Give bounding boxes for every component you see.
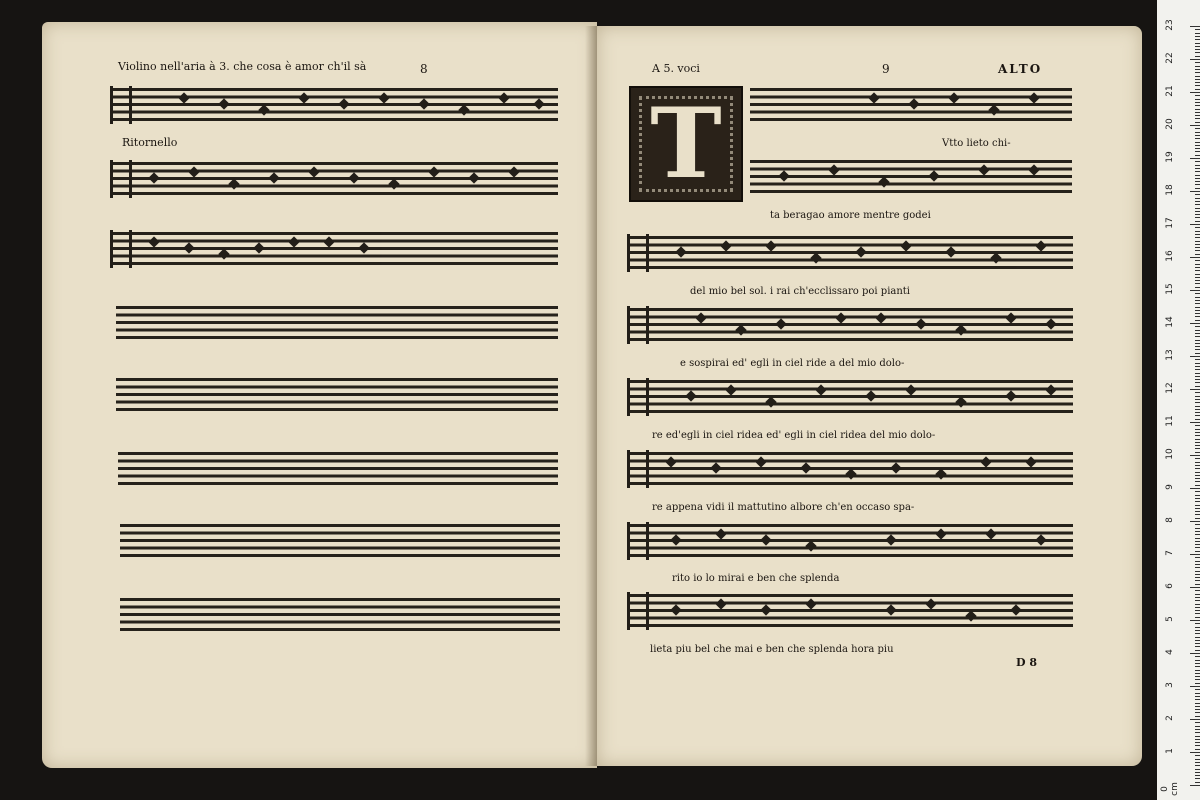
ruler-minor-tick	[1195, 349, 1200, 350]
ruler-label: 23	[1165, 19, 1175, 31]
ruler-major-tick	[1190, 356, 1200, 357]
ruler-minor-tick	[1195, 194, 1200, 195]
ruler-minor-tick	[1195, 478, 1200, 479]
ruler-minor-tick	[1195, 501, 1200, 502]
ruler-major-tick	[1190, 158, 1200, 159]
right-staff-1	[750, 88, 1072, 122]
ruler-minor-tick	[1195, 574, 1200, 575]
ruler-minor-tick	[1195, 267, 1200, 268]
ruler-minor-tick	[1195, 600, 1200, 601]
ruler-minor-tick	[1195, 29, 1200, 30]
ruler-minor-tick	[1195, 82, 1200, 83]
ruler-minor-tick	[1195, 72, 1200, 73]
clef-icon	[110, 230, 132, 268]
lyric-line-8: lieta piu bel che mai e ben che splenda hora piu	[650, 644, 894, 655]
ruler-minor-tick	[1195, 485, 1200, 486]
ruler-minor-tick	[1195, 630, 1200, 631]
ruler-minor-tick	[1195, 660, 1200, 661]
ruler-label: 1	[1165, 748, 1175, 754]
ruler-minor-tick	[1195, 105, 1200, 106]
ruler-minor-tick	[1195, 709, 1200, 710]
ruler-minor-tick	[1195, 557, 1200, 558]
ruler-minor-tick	[1195, 168, 1200, 169]
ruler-minor-tick	[1195, 234, 1200, 235]
ruler-minor-tick	[1195, 716, 1200, 717]
ruler-minor-tick	[1195, 676, 1200, 677]
ruler-minor-tick	[1195, 79, 1200, 80]
decorated-initial	[629, 86, 743, 202]
lyric-line-6: re appena vidi il mattutino albore ch'en occaso spa-	[652, 502, 915, 513]
ruler-minor-tick	[1195, 287, 1200, 288]
ruler-minor-tick	[1195, 369, 1200, 370]
ruler-minor-tick	[1195, 670, 1200, 671]
ruler-minor-tick	[1195, 528, 1200, 529]
ruler-minor-tick	[1195, 491, 1200, 492]
part-name: ALTO	[998, 62, 1043, 76]
ruler-major-tick	[1190, 26, 1200, 27]
left-staff-8	[120, 598, 560, 632]
ruler-minor-tick	[1195, 148, 1200, 149]
ruler-minor-tick	[1195, 43, 1200, 44]
ruler-minor-tick	[1195, 188, 1200, 189]
ruler-label: 2	[1165, 715, 1175, 721]
ruler-minor-tick	[1195, 650, 1200, 651]
ruler-minor-tick	[1195, 458, 1200, 459]
ruler-minor-tick	[1195, 313, 1200, 314]
right-staff-7	[627, 524, 1073, 558]
ruler-minor-tick	[1195, 402, 1200, 403]
ruler-minor-tick	[1195, 211, 1200, 212]
ruler-minor-tick	[1195, 524, 1200, 525]
ruler-minor-tick	[1195, 392, 1200, 393]
ruler-minor-tick	[1195, 712, 1200, 713]
ruler-minor-tick	[1195, 396, 1200, 397]
ruler-minor-tick	[1195, 673, 1200, 674]
ruler-label: 17	[1165, 217, 1175, 229]
ruler-minor-tick	[1195, 495, 1200, 496]
ruler-minor-tick	[1195, 706, 1200, 707]
ruler-label: 14	[1165, 316, 1175, 328]
ruler-minor-tick	[1195, 221, 1200, 222]
lyric-line-7: rito io lo mirai e ben che splenda	[672, 573, 840, 584]
left-staff-2	[110, 162, 558, 196]
ruler-minor-tick	[1195, 597, 1200, 598]
ruler-minor-tick	[1195, 412, 1200, 413]
ruler-minor-tick	[1195, 462, 1200, 463]
ruler-minor-tick	[1195, 122, 1200, 123]
ruler-minor-tick	[1195, 46, 1200, 47]
ruler-minor-tick	[1195, 475, 1200, 476]
ruler-minor-tick	[1195, 419, 1200, 420]
right-page-number: 9	[882, 62, 890, 76]
ruler-label: 7	[1165, 550, 1175, 556]
ruler-minor-tick	[1195, 340, 1200, 341]
ruler-minor-tick	[1195, 52, 1200, 53]
ruler-minor-tick	[1195, 270, 1200, 271]
ruler-minor-tick	[1195, 109, 1200, 110]
ruler-minor-tick	[1195, 739, 1200, 740]
ruler-minor-tick	[1195, 663, 1200, 664]
ruler-minor-tick	[1195, 175, 1200, 176]
ruler-minor-tick	[1195, 409, 1200, 410]
ruler-minor-tick	[1195, 359, 1200, 360]
ruler-minor-tick	[1195, 112, 1200, 113]
ruler-minor-tick	[1195, 567, 1200, 568]
ruler-major-tick	[1190, 422, 1200, 423]
ruler-minor-tick	[1195, 452, 1200, 453]
ruler-minor-tick	[1195, 89, 1200, 90]
ruler-minor-tick	[1195, 217, 1200, 218]
ruler-minor-tick	[1195, 33, 1200, 34]
ruler-minor-tick	[1195, 382, 1200, 383]
ruler-minor-tick	[1195, 534, 1200, 535]
ruler-minor-tick	[1195, 326, 1200, 327]
clef-icon	[627, 450, 649, 488]
ruler-minor-tick	[1195, 498, 1200, 499]
ruler-minor-tick	[1195, 699, 1200, 700]
ruler-minor-tick	[1195, 541, 1200, 542]
ruler-minor-tick	[1195, 99, 1200, 100]
ruler-minor-tick	[1195, 165, 1200, 166]
ruler-minor-tick	[1195, 604, 1200, 605]
ruler-minor-tick	[1195, 118, 1200, 119]
ruler-major-tick	[1190, 59, 1200, 60]
ruler-label: 4	[1165, 649, 1175, 655]
ruler-label: 13	[1165, 349, 1175, 361]
ruler-minor-tick	[1195, 346, 1200, 347]
ruler-minor-tick	[1195, 547, 1200, 548]
ruler-minor-tick	[1195, 142, 1200, 143]
ruler-major-tick	[1190, 521, 1200, 522]
ruler-minor-tick	[1195, 366, 1200, 367]
ruler-minor-tick	[1195, 778, 1200, 779]
ruler-minor-tick	[1195, 759, 1200, 760]
lyric-line-2: ta beragao amore mentre godei	[770, 210, 931, 221]
ruler-minor-tick	[1195, 307, 1200, 308]
ruler-label: 6	[1165, 583, 1175, 589]
ruler-minor-tick	[1195, 755, 1200, 756]
ruler-minor-tick	[1195, 765, 1200, 766]
ruler-minor-tick	[1195, 577, 1200, 578]
ruler-minor-tick	[1195, 250, 1200, 251]
ruler-label: 20	[1165, 118, 1175, 130]
ruler-minor-tick	[1195, 683, 1200, 684]
ruler-minor-tick	[1195, 481, 1200, 482]
ruler-minor-tick	[1195, 178, 1200, 179]
ruler-minor-tick	[1195, 283, 1200, 284]
ruler-label: 3	[1165, 682, 1175, 688]
ruler-major-tick	[1190, 752, 1200, 753]
ruler-major-tick	[1190, 719, 1200, 720]
ruler-major-tick	[1190, 785, 1200, 786]
ruler-minor-tick	[1195, 171, 1200, 172]
ruler-major-tick	[1190, 554, 1200, 555]
ruler-minor-tick	[1195, 85, 1200, 86]
right-page-header: A 5. voci	[652, 62, 700, 75]
right-staff-2	[750, 160, 1072, 194]
ruler-minor-tick	[1195, 406, 1200, 407]
ruler-minor-tick	[1195, 432, 1200, 433]
ruler-minor-tick	[1195, 320, 1200, 321]
ruler-minor-tick	[1195, 445, 1200, 446]
ruler-minor-tick	[1195, 613, 1200, 614]
ruler-major-tick	[1190, 323, 1200, 324]
ruler-minor-tick	[1195, 333, 1200, 334]
right-staff-4	[627, 308, 1073, 342]
ruler-label: 9	[1165, 484, 1175, 490]
ruler-minor-tick	[1195, 607, 1200, 608]
ruler-minor-tick	[1195, 623, 1200, 624]
ritornello-label: Ritornello	[122, 136, 178, 149]
ruler-major-tick	[1190, 257, 1200, 258]
ruler-minor-tick	[1195, 297, 1200, 298]
ruler-minor-tick	[1195, 231, 1200, 232]
lyric-line-5: re ed'egli in ciel ridea ed' egli in ciel ridea del mio dolo-	[652, 430, 936, 441]
ruler-minor-tick	[1195, 204, 1200, 205]
left-staff-5	[116, 378, 558, 412]
ruler-minor-tick	[1195, 343, 1200, 344]
clef-icon	[627, 522, 649, 560]
ruler-minor-tick	[1195, 161, 1200, 162]
left-page-number: 8	[420, 62, 428, 76]
ruler-minor-tick	[1195, 208, 1200, 209]
ruler-minor-tick	[1195, 241, 1200, 242]
ruler-label: 5	[1165, 616, 1175, 622]
ruler-minor-tick	[1195, 274, 1200, 275]
ruler-minor-tick	[1195, 703, 1200, 704]
ruler-minor-tick	[1195, 448, 1200, 449]
ruler-minor-tick	[1195, 656, 1200, 657]
ruler-major-tick	[1190, 290, 1200, 291]
ruler-minor-tick	[1195, 640, 1200, 641]
ruler-label: 11	[1165, 415, 1175, 427]
ruler-minor-tick	[1195, 132, 1200, 133]
left-staff-7	[120, 524, 560, 558]
ruler-label: 8	[1165, 517, 1175, 523]
ruler-minor-tick	[1195, 135, 1200, 136]
ruler-major-tick	[1190, 686, 1200, 687]
ruler-major-tick	[1190, 455, 1200, 456]
ruler-minor-tick	[1195, 415, 1200, 416]
lyric-line-1: Vtto lieto chi-	[942, 138, 1011, 149]
ruler-minor-tick	[1195, 227, 1200, 228]
ruler-minor-tick	[1195, 442, 1200, 443]
ruler-minor-tick	[1195, 244, 1200, 245]
ruler-minor-tick	[1195, 300, 1200, 301]
clef-icon	[110, 86, 132, 124]
ruler-minor-tick	[1195, 689, 1200, 690]
ruler-minor-tick	[1195, 69, 1200, 70]
ruler-minor-tick	[1195, 379, 1200, 380]
ruler-minor-tick	[1195, 769, 1200, 770]
ruler-minor-tick	[1195, 511, 1200, 512]
ruler-label: 19	[1165, 151, 1175, 163]
ruler-label: 15	[1165, 283, 1175, 295]
ruler-minor-tick	[1195, 66, 1200, 67]
ruler-minor-tick	[1195, 472, 1200, 473]
ruler-minor-tick	[1195, 376, 1200, 377]
ruler-minor-tick	[1195, 627, 1200, 628]
ruler-minor-tick	[1195, 617, 1200, 618]
ruler-minor-tick	[1195, 551, 1200, 552]
ruler-minor-tick	[1195, 247, 1200, 248]
ruler-minor-tick	[1195, 646, 1200, 647]
ruler-minor-tick	[1195, 544, 1200, 545]
ruler-minor-tick	[1195, 260, 1200, 261]
ruler-minor-tick	[1195, 353, 1200, 354]
ruler-major-tick	[1190, 92, 1200, 93]
ruler-major-tick	[1190, 620, 1200, 621]
ruler-minor-tick	[1195, 115, 1200, 116]
ruler-minor-tick	[1195, 633, 1200, 634]
ruler-minor-tick	[1195, 254, 1200, 255]
ruler-minor-tick	[1195, 772, 1200, 773]
ruler-label: 21	[1165, 85, 1175, 97]
ruler-minor-tick	[1195, 280, 1200, 281]
ruler-major-tick	[1190, 224, 1200, 225]
ruler-major-tick	[1190, 488, 1200, 489]
ruler-minor-tick	[1195, 679, 1200, 680]
ruler-minor-tick	[1195, 264, 1200, 265]
ruler-minor-tick	[1195, 610, 1200, 611]
right-staff-8	[627, 594, 1073, 628]
ruler-minor-tick	[1195, 62, 1200, 63]
ruler-minor-tick	[1195, 571, 1200, 572]
ruler-minor-tick	[1195, 643, 1200, 644]
ruler-minor-tick	[1195, 745, 1200, 746]
ruler-minor-tick	[1195, 666, 1200, 667]
ruler-minor-tick	[1195, 775, 1200, 776]
ruler-minor-tick	[1195, 214, 1200, 215]
ruler-minor-tick	[1195, 590, 1200, 591]
clef-icon	[627, 306, 649, 344]
ruler-minor-tick	[1195, 531, 1200, 532]
ruler-minor-tick	[1195, 508, 1200, 509]
ruler-minor-tick	[1195, 102, 1200, 103]
ruler-minor-tick	[1195, 584, 1200, 585]
ruler-minor-tick	[1195, 39, 1200, 40]
ruler-minor-tick	[1195, 293, 1200, 294]
ruler-minor-tick	[1195, 726, 1200, 727]
ruler-major-tick	[1190, 389, 1200, 390]
ruler-label: 0 cm	[1160, 782, 1180, 796]
ruler-minor-tick	[1195, 561, 1200, 562]
ruler-minor-tick	[1195, 36, 1200, 37]
ruler-minor-tick	[1195, 505, 1200, 506]
ruler-minor-tick	[1195, 518, 1200, 519]
left-staff-6	[118, 452, 558, 486]
ruler-minor-tick	[1195, 722, 1200, 723]
ruler-minor-tick	[1195, 742, 1200, 743]
ruler-minor-tick	[1195, 429, 1200, 430]
ruler-minor-tick	[1195, 425, 1200, 426]
ruler-major-tick	[1190, 125, 1200, 126]
ruler-label: 10	[1165, 448, 1175, 460]
ruler-minor-tick	[1195, 439, 1200, 440]
right-staff-3	[627, 236, 1073, 270]
ruler-minor-tick	[1195, 330, 1200, 331]
clef-icon	[627, 378, 649, 416]
clef-icon	[627, 234, 649, 272]
ruler-minor-tick	[1195, 336, 1200, 337]
ruler-major-tick	[1190, 191, 1200, 192]
ruler-minor-tick	[1195, 399, 1200, 400]
ruler-minor-tick	[1195, 145, 1200, 146]
ruler-minor-tick	[1195, 762, 1200, 763]
left-staff-4	[116, 306, 558, 340]
initial-letter: T	[650, 87, 722, 200]
ruler-minor-tick	[1195, 514, 1200, 515]
ruler-minor-tick	[1195, 151, 1200, 152]
clef-icon	[110, 160, 132, 198]
left-page-header: Violino nell'aria à 3. che cosa è amor ch'il sà	[118, 60, 367, 73]
ruler-label: 12	[1165, 382, 1175, 394]
ruler-minor-tick	[1195, 580, 1200, 581]
ruler-minor-tick	[1195, 155, 1200, 156]
ruler-minor-tick	[1195, 386, 1200, 387]
right-staff-6	[627, 452, 1073, 486]
left-staff-3	[110, 232, 558, 266]
ruler-minor-tick	[1195, 76, 1200, 77]
clef-icon	[627, 592, 649, 630]
ruler-minor-tick	[1195, 693, 1200, 694]
ruler-minor-tick	[1195, 128, 1200, 129]
ruler-minor-tick	[1195, 277, 1200, 278]
ruler-minor-tick	[1195, 201, 1200, 202]
ruler-label: 18	[1165, 184, 1175, 196]
ruler-minor-tick	[1195, 465, 1200, 466]
ruler-minor-tick	[1195, 749, 1200, 750]
ruler-minor-tick	[1195, 729, 1200, 730]
ruler-minor-tick	[1195, 181, 1200, 182]
ruler-minor-tick	[1195, 538, 1200, 539]
measurement-ruler	[1157, 0, 1200, 800]
ruler-minor-tick	[1195, 303, 1200, 304]
left-staff-1	[110, 88, 558, 122]
ruler-minor-tick	[1195, 95, 1200, 96]
ruler-label: 16	[1165, 250, 1175, 262]
ruler-label: 22	[1165, 52, 1175, 64]
lyric-line-3: del mio bel sol. i rai ch'ecclissaro poi pianti	[690, 286, 911, 297]
ruler-minor-tick	[1195, 310, 1200, 311]
ruler-minor-tick	[1195, 237, 1200, 238]
ruler-minor-tick	[1195, 468, 1200, 469]
ruler-minor-tick	[1195, 732, 1200, 733]
signature-mark: D 8	[1016, 656, 1038, 669]
ruler-minor-tick	[1195, 435, 1200, 436]
ruler-minor-tick	[1195, 637, 1200, 638]
ruler-minor-tick	[1195, 198, 1200, 199]
lyric-line-4: e sospirai ed' egli in ciel ride a del mio dolo-	[680, 358, 905, 369]
ruler-minor-tick	[1195, 363, 1200, 364]
ruler-minor-tick	[1195, 736, 1200, 737]
ruler-minor-tick	[1195, 696, 1200, 697]
ruler-minor-tick	[1195, 782, 1200, 783]
ruler-minor-tick	[1195, 564, 1200, 565]
ruler-minor-tick	[1195, 594, 1200, 595]
ruler-major-tick	[1190, 653, 1200, 654]
ruler-minor-tick	[1195, 138, 1200, 139]
ruler-minor-tick	[1195, 373, 1200, 374]
ruler-minor-tick	[1195, 49, 1200, 50]
ruler-major-tick	[1190, 587, 1200, 588]
ruler-minor-tick	[1195, 184, 1200, 185]
ruler-minor-tick	[1195, 316, 1200, 317]
right-staff-5	[627, 380, 1073, 414]
ruler-minor-tick	[1195, 56, 1200, 57]
